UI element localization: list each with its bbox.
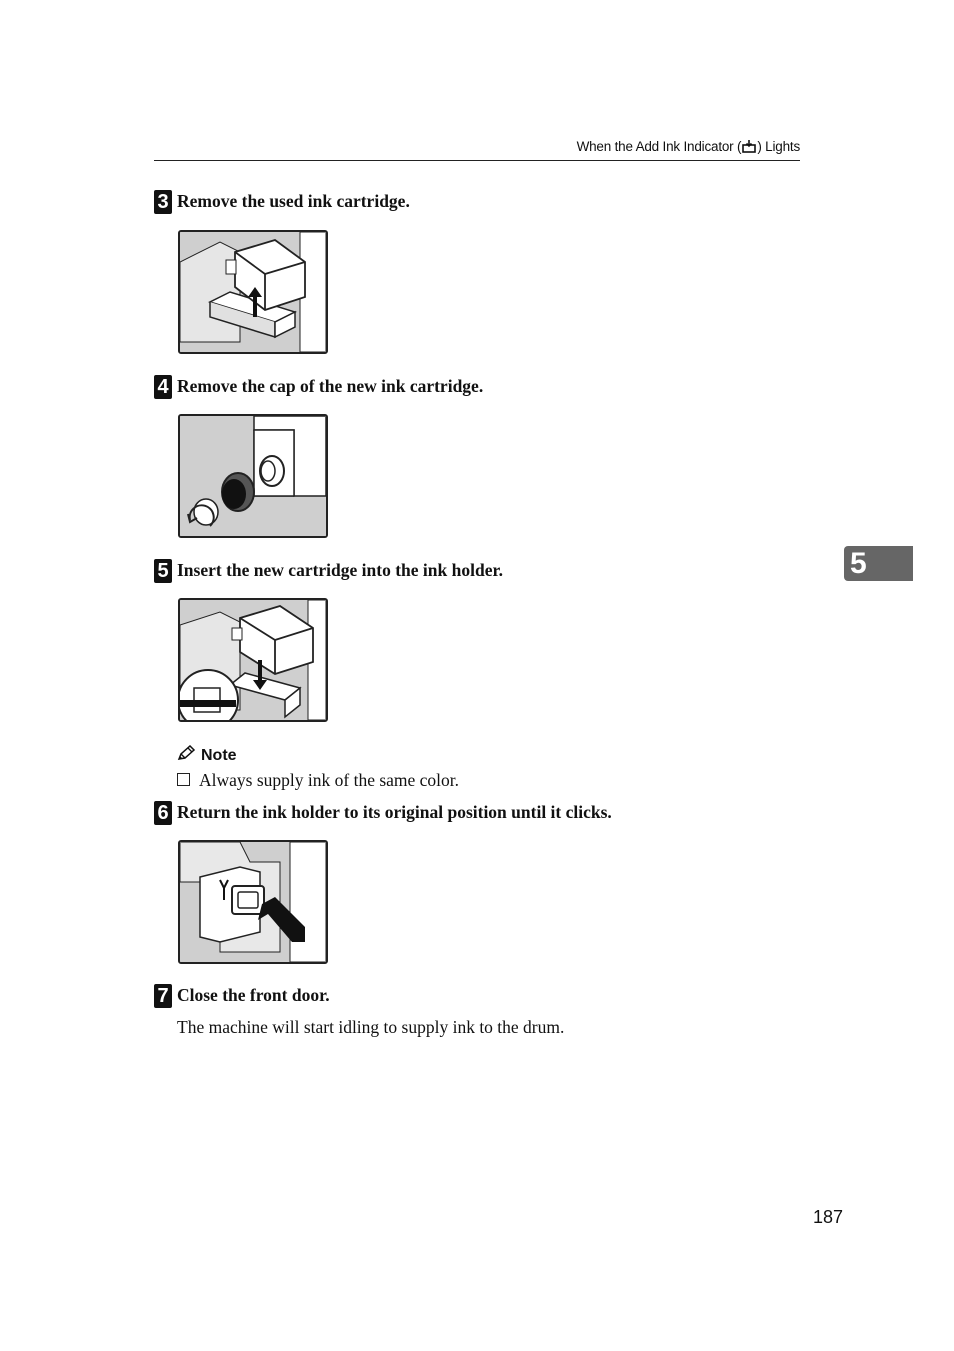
note-title: Note	[177, 745, 237, 766]
step-number: 4	[154, 375, 172, 399]
step-instruction: Remove the cap of the new ink cartridge.	[177, 376, 484, 396]
note-box	[177, 745, 460, 790]
page-number: 187	[813, 1207, 844, 1227]
running-header	[154, 138, 800, 161]
step-number: 6	[154, 801, 172, 825]
remove-cartridge-illustration	[178, 230, 328, 354]
insert-cartridge-illustration	[178, 598, 328, 722]
step-instruction: Return the ink holder to its original position until it clicks.	[177, 802, 612, 822]
step-instruction: Remove the used ink cartridge.	[177, 191, 410, 211]
step-instruction: Close the front door.	[177, 985, 330, 1005]
step-number: 5	[154, 559, 172, 583]
step-number: 7	[154, 984, 172, 1008]
chapter-tab: 5	[844, 546, 913, 581]
pencil-icon	[177, 745, 197, 766]
note-item: Always supply ink of the same color.	[177, 770, 459, 791]
step-number: 3	[154, 190, 172, 214]
step-instruction: Insert the new cartridge into the ink holder.	[177, 560, 504, 580]
add-ink-icon	[742, 139, 756, 156]
remove-cap-illustration	[178, 414, 328, 538]
step-7-description: The machine will start idling to supply ink to the drum.	[177, 1017, 565, 1037]
return-holder-illustration	[178, 840, 328, 964]
checkbox-icon	[177, 773, 190, 786]
header-title: When the Add Ink Indicator ( ) Lights	[576, 139, 800, 154]
